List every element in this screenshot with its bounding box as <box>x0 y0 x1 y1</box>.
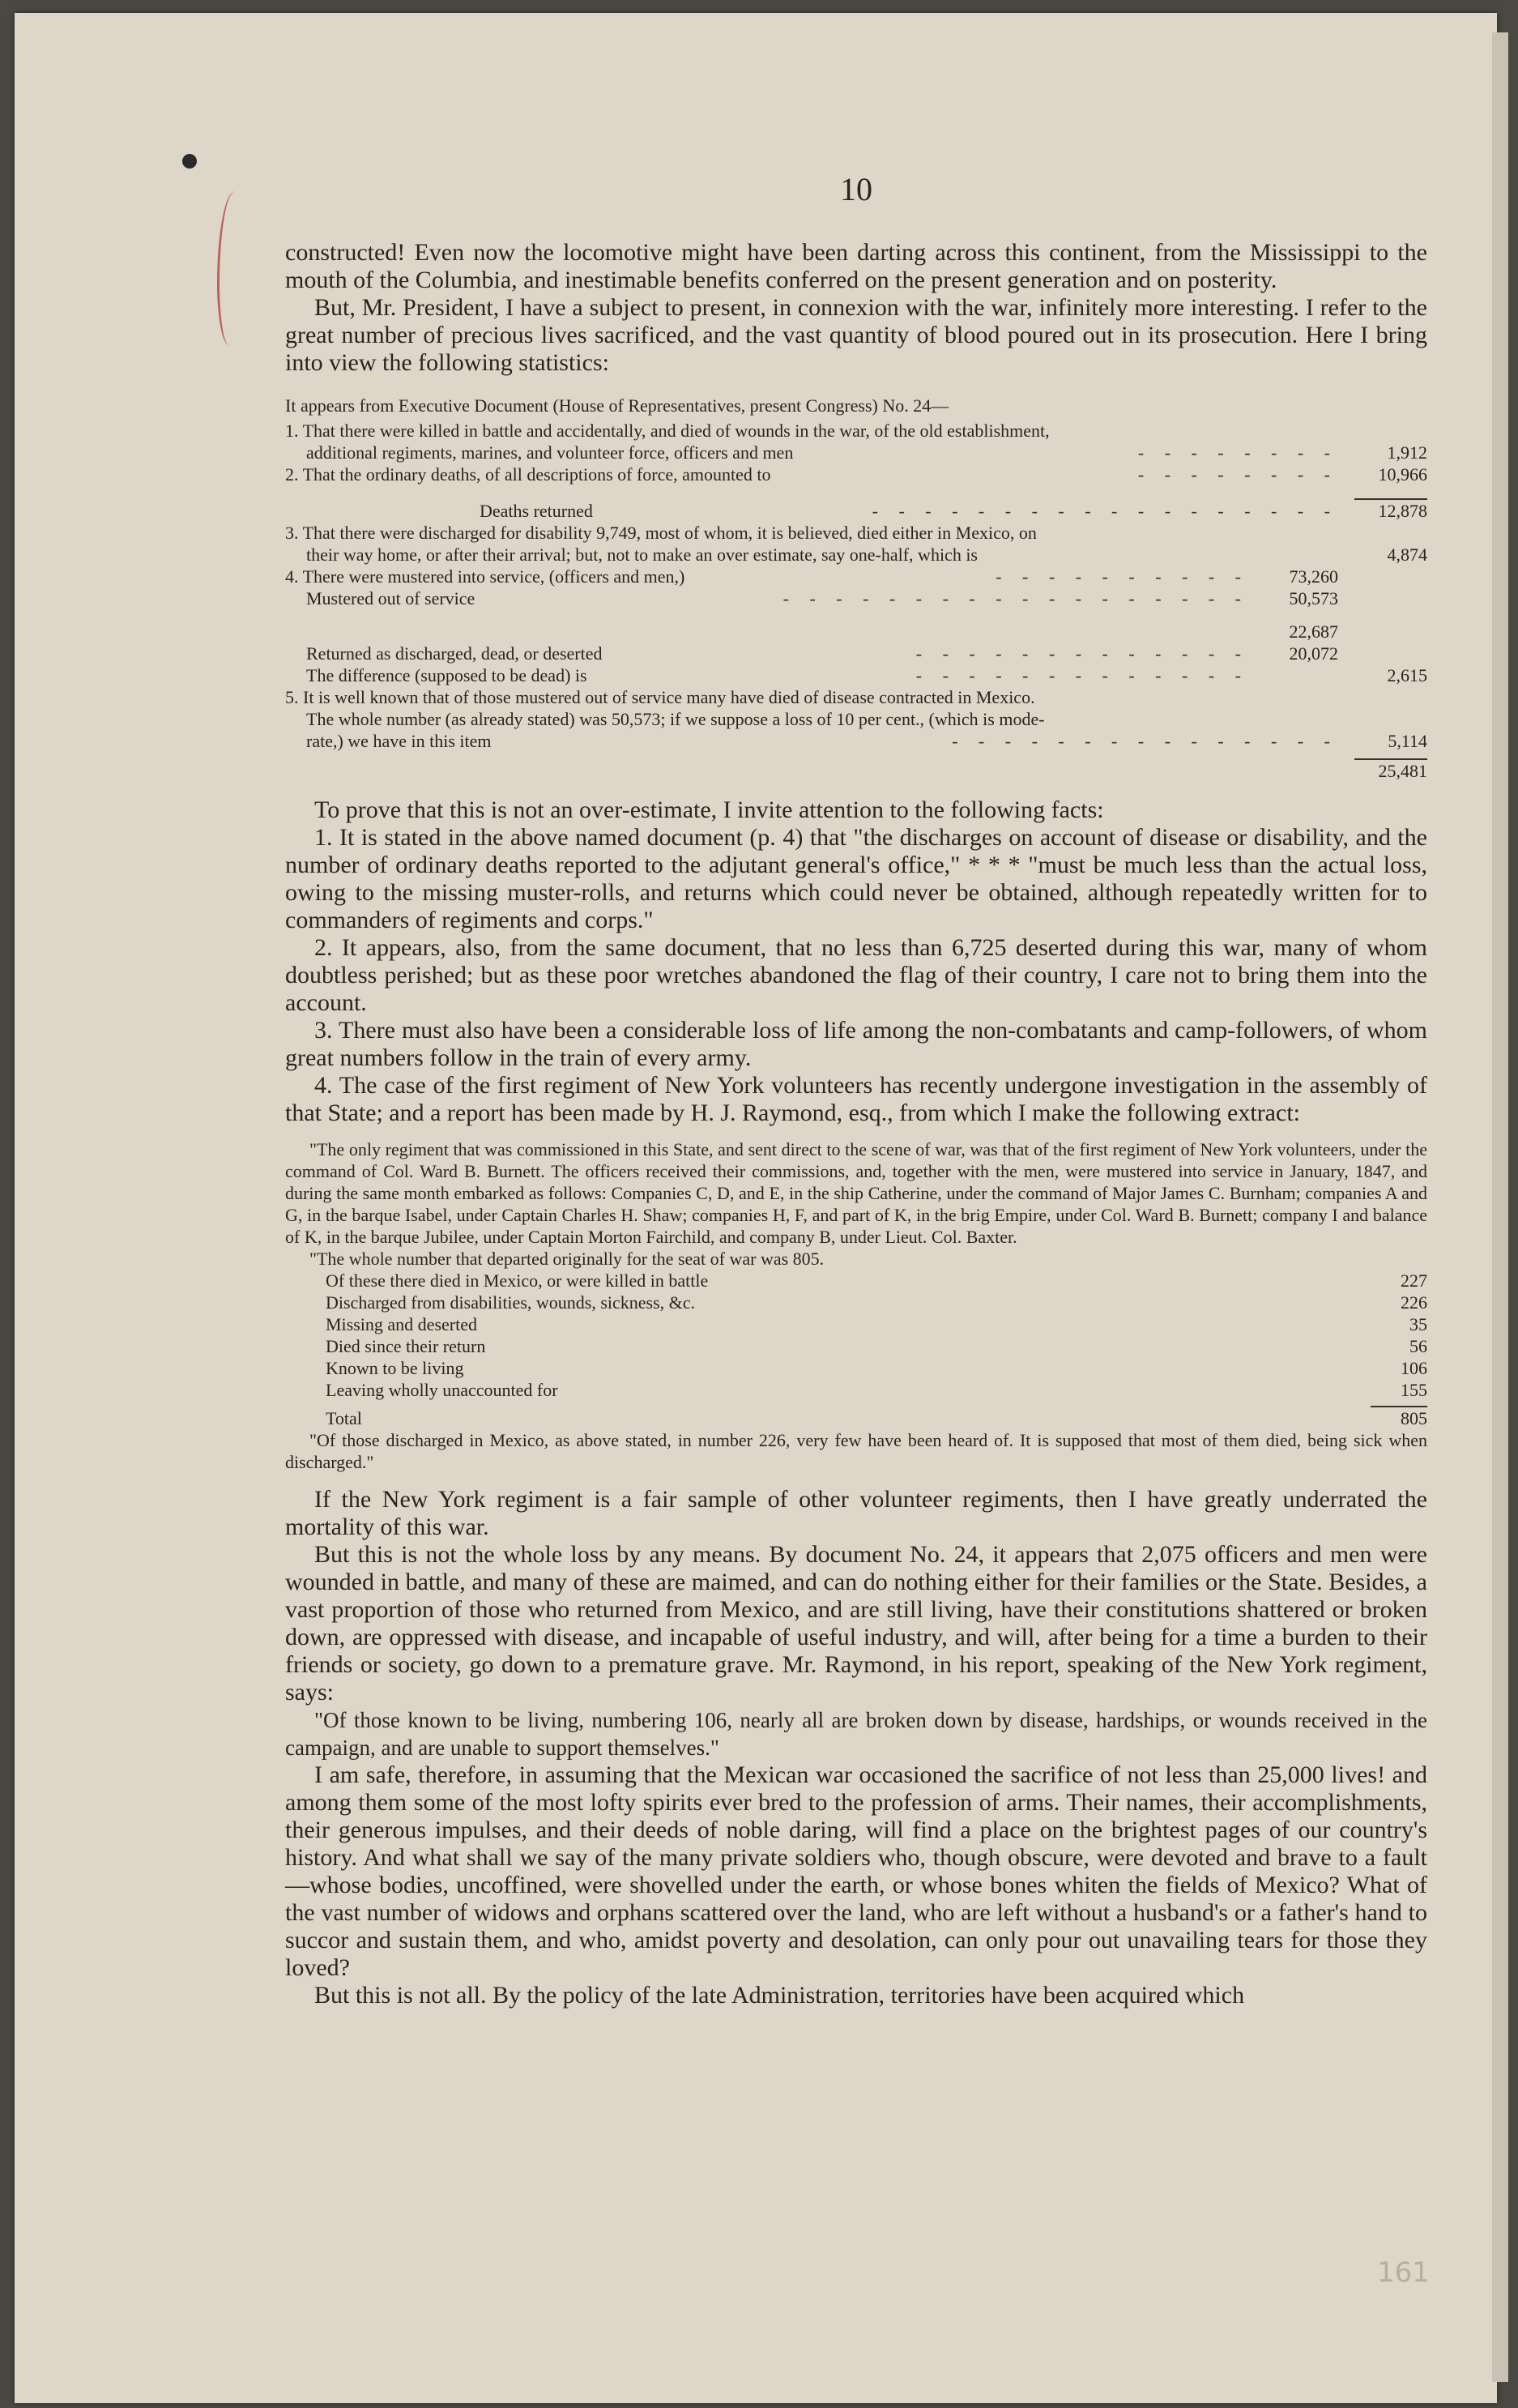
table-total-label: Total <box>326 1408 362 1428</box>
stat-value: 20,072 <box>1289 643 1338 664</box>
table-row-label: Leaving wholly unaccounted for <box>326 1380 558 1400</box>
stat-item-2: 2. That the ordinary deaths, of all descriptions of force, amounted to <box>285 464 771 485</box>
stat-item-1a: 1. That there were killed in battle and accidentally, and died of wounds in the war, of the old establishment, <box>285 421 1050 441</box>
extract <box>285 1138 1427 1473</box>
stat-value: 5,114 <box>1388 731 1427 751</box>
page-number: 10 <box>840 171 872 207</box>
stat-value: 73,260 <box>1289 566 1338 587</box>
stat-value: 4,874 <box>1387 544 1427 565</box>
quote-paragraph: "Of those known to be living, numbering 106, nearly all are broken down by disease, hardships, or wounds received in the campaign, and are unable to support themselves." <box>285 1708 1427 1760</box>
stat-mustered-out: Mustered out of service <box>306 588 475 608</box>
table-row-value: 226 <box>1401 1292 1427 1313</box>
statistics-table: 1. That there were killed in battle and accidentally, and died of wounds in the war, of the old establishment, additional regiments, marines, and volunteer force, officers and men - - - - - - - - 1,912 2. That the ordinary deaths, of all descriptions of force, amounted to - - - - - - - - 10,966 Deaths returned - - - - - - - - - - - - - - - - - - 12,878 3. That there were discharged for disability 9,749, most of whom, it is believed, died either in Mexico, on their way home, or after their arrival; but, not to make an over estimate, say one-half, which is 4,874 4. There were mustered into service, (officers and men,) - - - - - - - - - - 73,260 Mustered out of service - - - - - - - - - - - - - - - - - - 50,573 22,687 Returned as discharged, dead, or deserted - - - - - - - - - - - - - 20,072 The difference (supposed to be dead) is - - - - - - - - - - - - - 2,615 5. It is well known that of those mustered out of service many have died of disease contracted in Mexico. The whole number (as already stated) was 50,573; if we suppose a loss of 10 per cent., (which is mode- rate,) we have in this item - - - - - - - - - - - - - - - 5,114 25,481 <box>285 421 1427 781</box>
paragraph: But, Mr. President, I have a subject to present, in connexion with the war, infinitely more interesting. I refer to the great number of precious lives sacrificed, and the vast quantity of blood poured out in its prosecution. Here I bring into view the following statistics: <box>285 294 1427 376</box>
stat-item-5c: rate,) we have in this item <box>306 731 492 751</box>
table-row-value: 227 <box>1401 1270 1427 1291</box>
stat-value: 12,878 <box>1378 501 1427 521</box>
stat-item-5b: The whole number (as already stated) was 50,573; if we suppose a loss of 10 per cent., (which is mode- <box>306 709 1045 729</box>
paragraph: To prove that this is not an over-estimate, I invite attention to the following facts: <box>314 796 1104 823</box>
stat-item-3b: their way home, or after their arrival; but, not to make an over estimate, say one-half, which is <box>306 544 978 565</box>
grand-total: 25,481 <box>1378 761 1427 781</box>
statistics-intro: It appears from Executive Document (House of Representatives, present Congress) No. 24— <box>285 395 949 416</box>
stat-item-5a: 5. It is well known that of those mustered out of service many have died of disease contracted in Mexico. <box>285 687 1035 707</box>
table-row-label: Died since their return <box>326 1336 486 1356</box>
ink-dot <box>182 154 197 169</box>
paragraph: 4. The case of the first regiment of New York volunteers has recently undergone investigation in the assembly of that State; and a report has been made by H. J. Raymond, esq., from which I make the following extract: <box>285 1072 1427 1126</box>
page-edge <box>1492 32 1508 2382</box>
extract-paragraph: "The only regiment that was commissioned in this State, and sent direct to the scene of war, was that of the first regiment of New York volunteers, under the command of Col. Ward B. Burnett. The officers received their commissions, and, together with the men, were mustered into service in January, 1847, and during the same month embarked as follows: Companies C, D, and E, in the ship Catherine, under the command of Major James C. Burnham; companies A and G, in the barque Isabel, under Captain Charles H. Shaw; companies H, F, and part of K, in the brig Empire, under Col. Ward B. Burnett; company I and balance of K, in the barque Jubilee, under Captain Morton Fairchild, and company B, under Lieut. Col. Baxter. <box>285 1139 1427 1247</box>
stat-item-1b: additional regiments, marines, and volunteer force, officers and men <box>306 442 794 463</box>
table-row-value: 106 <box>1401 1358 1427 1378</box>
paragraph: 2. It appears, also, from the same document, that no less than 6,725 deserted during this war, many of whom doubtless perished; but as these poor wretches abandoned the flag of their country, I care not to bring them into the account. <box>285 934 1427 1016</box>
paragraph: If the New York regiment is a fair sample of other volunteer regiments, then I have greatly underrated the mortality of this war. <box>285 1486 1427 1540</box>
table-row-label: Missing and deserted <box>326 1314 477 1334</box>
table-row-value: 35 <box>1409 1314 1427 1334</box>
stat-returned-label: Returned as discharged, dead, or deserted <box>306 643 603 664</box>
regiment-table <box>285 1270 1427 1429</box>
extract-closing: "Of those discharged in Mexico, as above stated, in number 226, very few have been heard of. It is supposed that most of them died, being sick when discharged." <box>285 1430 1427 1472</box>
stat-item-4: 4. There were mustered into service, (officers and men,) <box>285 566 685 587</box>
table-row-label: Discharged from disabilities, wounds, sickness, &c. <box>326 1292 696 1313</box>
paragraph: But this is not the whole loss by any means. By document No. 24, it appears that 2,075 officers and men were wounded in battle, and many of these are maimed, and can do nothing either for their families or the State. Besides, a vast proportion of those who returned from Mexico, and are still living, have their constitutions shattered or broken down, are oppressed with disease, and incapable of useful industry, and will, after being for a time a burden to their friends or society, go down to a premature grave. Mr. Raymond, in his report, speaking of the New York regiment, says: <box>285 1541 1427 1706</box>
table-row-value: 155 <box>1401 1380 1427 1400</box>
paragraph: constructed! Even now the locomotive might have been darting across this continent, from the Mississippi to the mouth of the Columbia, and inestimable benefits conferred on the present generation and on posterity. <box>285 239 1427 293</box>
table-row-value: 56 <box>1409 1336 1427 1356</box>
table-row-label: Of these there died in Mexico, or were killed in battle <box>326 1270 709 1291</box>
stat-value: 22,687 <box>1289 621 1338 642</box>
faint-stamp: 161 <box>1377 2256 1430 2289</box>
table-row-label: Known to be living <box>326 1358 464 1378</box>
stat-value: 1,912 <box>1387 442 1427 463</box>
paragraph: I am safe, therefore, in assuming that the Mexican war occasioned the sacrifice of not less than 25,000 lives! and among them some of the most lofty spirits ever bred to the profession of arms. Their names, their accomplishments, their generous impulses, and their deeds of noble daring, will find a place on the brightest pages of our country's history. And what shall we say of the many private soldiers who, though obscure, were devoted and brave to a fault—whose bodies, uncoffined, were shovelled under the earth, or whose bones whiten the fields of Mexico? What of the vast number of widows and orphans scattered over the land, who are left without a husband's or a father's hand to succor and sustain them, and who, amidst poverty and desolation, can only pour out unavailing tears for those they loved? <box>285 1761 1427 1981</box>
stat-value: 50,573 <box>1289 588 1338 608</box>
stat-difference-label: The difference (supposed to be dead) is <box>306 665 587 685</box>
stat-item-3a: 3. That there were discharged for disability 9,749, most of whom, it is believed, died either in Mexico, on <box>285 523 1037 543</box>
paragraph: But this is not all. By the policy of the late Administration, territories have been acquired which <box>314 1982 1245 2009</box>
extract-whole-number: "The whole number that departed originally for the seat of war was 805. <box>309 1249 825 1269</box>
stat-value: 2,615 <box>1387 665 1427 685</box>
stat-deaths-label: Deaths returned <box>480 501 593 521</box>
paragraph: 1. It is stated in the above named document (p. 4) that "the discharges on account of disease or disability, and the number of ordinary deaths reported to the adjutant general's office," * * * "must be much less than the actual loss, owing to the missing muster-rolls, and returns which could never be obtained, although repeatedly written for to commanders of regiments and corps." <box>285 824 1427 933</box>
table-total-value: 805 <box>1401 1408 1427 1428</box>
stat-value: 10,966 <box>1378 464 1427 485</box>
paragraph: 3. There must also have been a considerable loss of life among the non-combatants and camp-followers, of whom great numbers follow in the train of every army. <box>285 1017 1427 1071</box>
page-content <box>285 170 1427 2009</box>
